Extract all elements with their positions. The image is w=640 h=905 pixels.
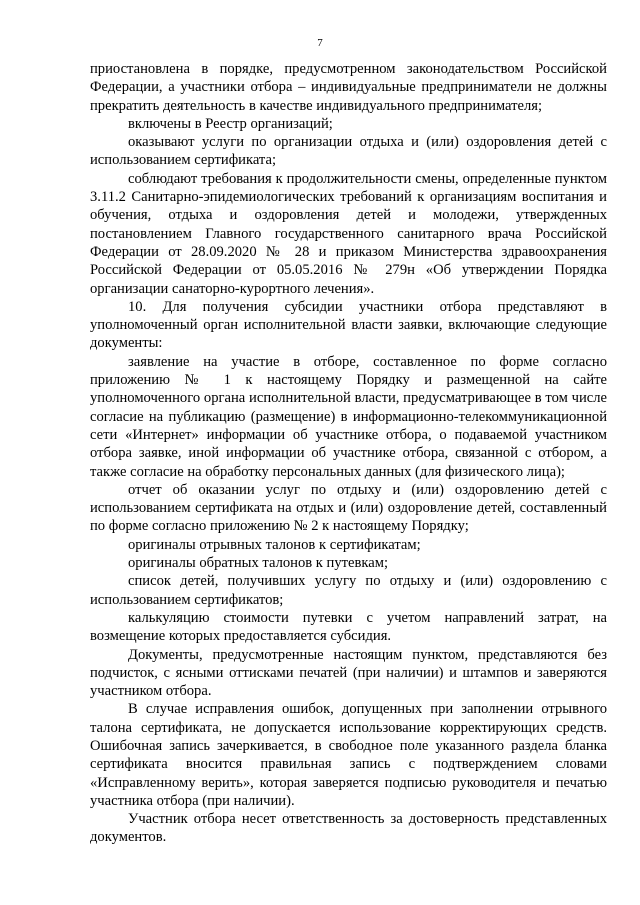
paragraph: список детей, получивших услугу по отдыху и (или) оздоровлению с использованием сертификатов; (90, 573, 607, 608)
paragraph: калькуляцию стоимости путевки с учетом направлений затрат, на возмещение которых предоставляется субсидия. (90, 609, 607, 645)
paragraph: заявление на участие в отборе, составленное по форме согласно приложению № 1 к настоящему Порядку и размещенной на сайте уполномоченного органа исполнительной власти, предусматривающее в том числе согласие на публикацию (размещение) в информационно-телекоммуникационной сети «Интернет» информации об участнике отбора, о подаваемой участником отбора заявке, иной информации об участнике отбора, связанной с отбором, а также согласие на обработку персональных данных (для физического лица); (90, 353, 607, 480)
paragraph: оригиналы обратных талонов к путевкам; (128, 555, 389, 572)
paragraph: приостановлена в порядке, предусмотренном законодательством Российской Федерации, а участники отбора – индивидуальные предприниматели не должны прекратить деятельность в качестве индивидуального предпринимателя; (90, 61, 607, 114)
page-number: 7 (317, 37, 323, 49)
paragraph: включены в Реестр организаций; (128, 115, 333, 132)
paragraph: отчет об оказании услуг по отдыху и (или) оздоровлению детей с использованием сертификата на отдых и (или) оздоровление детей, составленный по форме согласно приложению № 2 к настоящему Порядку; (90, 481, 607, 535)
paragraph: 10. Для получения субсидии участники отбора представляют в уполномоченный орган исполнительной власти заявки, включающие следующие документы: (90, 298, 607, 352)
paragraph: В случае исправления ошибок, допущенных при заполнении отрывного талона сертификата, не допускается использование корректирующих средств. Ошибочная запись зачеркивается, в свободное поле указанного раздела бланка сертификата вносится правильная запись с подтверждением словами «Исправленному верить», которая заверяется подписью руководителя и печатью участника отбора (при наличии). (90, 701, 607, 809)
paragraph: соблюдают требования к продолжительности смены, определенные пунктом 3.11.2 Санитарно-эпидемиологических требований к организациям воспитания и обучения, отдыха и оздоровления детей и молодежи, утвержденных постановлением Главного государственного санитарного врача Российской Федерации от 28.09.2020 № 28 и приказом Министерства здравоохранения Российской Федерации от 05.05.2016 № 279н «Об утверждении Порядка организации санаторно-курортного лечения». (90, 170, 607, 297)
paragraph: оказывают услуги по организации отдыха и (или) оздоровления детей с использованием сертификата; (90, 134, 607, 169)
paragraph: Участник отбора несет ответственность за достоверность представленных документов. (90, 811, 607, 846)
paragraph: оригиналы отрывных талонов к сертификатам; (128, 536, 421, 553)
paragraph: Документы, предусмотренные настоящим пунктом, представляются без подчисток, с ясными оттисками печатей (при наличии) и штампов и заверяются участником отбора. (90, 646, 607, 700)
document-body (90, 60, 607, 847)
